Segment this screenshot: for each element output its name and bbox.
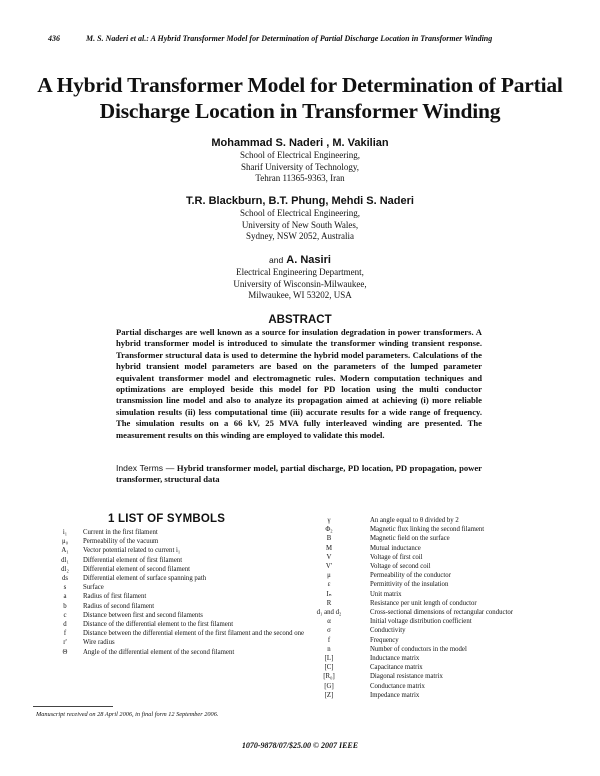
- symbol: i₁: [62, 529, 68, 536]
- symbol-row: [307, 626, 547, 635]
- symbol-description: Distance between the differential element of the first filament and the second one: [83, 630, 305, 638]
- symbol-row: [52, 528, 310, 537]
- symbol-row: [52, 620, 310, 629]
- symbol: b: [63, 602, 67, 610]
- symbol: dl₁: [61, 556, 69, 564]
- symbol-row: [307, 590, 547, 599]
- symbol-row: [307, 571, 547, 580]
- affiliation-line: Electrical Engineering Department,: [236, 267, 364, 277]
- symbol-row: [52, 565, 310, 574]
- symbol-description: Diagonal resistance matrix: [370, 673, 443, 681]
- symbol-row: [307, 636, 547, 645]
- symbol: s: [63, 584, 67, 592]
- abstract-heading: ABSTRACT: [268, 314, 332, 326]
- author-names: Mohammad S. Naderi , M. Vakilian: [211, 137, 389, 149]
- symbol-description: An angle equal to θ divided by 2: [370, 517, 459, 524]
- symbol-description: Radius of first filament: [83, 593, 147, 601]
- symbol-row: [52, 537, 310, 546]
- affiliation-line: Sharif University of Technology,: [240, 161, 360, 172]
- symbol-description: Surface: [83, 584, 104, 592]
- symbol-row: [307, 562, 547, 571]
- symbol: d₁ and d₂: [316, 609, 342, 617]
- abstract-text: Partial discharges are well known as a source for insulation degradation in power transformers. A hybrid transformer model is introduced to simulate the transformer winding transient response. Transformer structural data is used to determine the hybrid model parameters. Calculations of the hybrid transient model parameters are based on the parameters of the lumped parameter equivalent transformer model and electromagnetic rules. Modern computation techniques and optimizations are employed beside this model for PD location using the multi conductor transmission line model and also to analyze its propagation aimed at achieving (i) more reliable simulation results (ii) less computational time (iii) accurate results for a wide range of frequency. The simulation results on a 66 kV, 25 MVA fully interleaved winding are presented. The measurement results on this winding are employed to validate this model.: [116, 327, 482, 440]
- affiliation-line: School of Electrical Engineering,: [240, 208, 360, 218]
- symbol-row: [52, 648, 310, 657]
- symbol-description: Conductivity: [370, 627, 406, 635]
- symbol-row: [307, 525, 547, 534]
- symbol: [Z]: [324, 691, 334, 699]
- symbol-description: Distance between first and second filaments: [83, 611, 203, 619]
- affiliation-line: School of Electrical Engineering,: [240, 150, 360, 160]
- page-number: 436: [48, 34, 60, 43]
- affiliation-line: University of Wisconsin-Milwaukee,: [233, 278, 367, 289]
- symbol-row: [307, 599, 547, 608]
- symbol-row: [52, 574, 310, 583]
- symbol-description: Distance of the differential element to the first filament: [83, 621, 234, 629]
- paper-title: [0, 72, 600, 124]
- symbol: f: [327, 636, 331, 644]
- symbol-row: [307, 553, 547, 562]
- symbol-row: [52, 602, 310, 611]
- symbol-description: Differential element of first filament: [83, 556, 183, 564]
- symbol: dl₂: [61, 565, 69, 573]
- symbol-description: Permeability of the conductor: [370, 572, 451, 580]
- affiliation-line: Milwaukee, WI 53202, USA: [248, 290, 352, 300]
- symbol: [L]: [324, 655, 334, 663]
- and-word: and: [269, 255, 284, 265]
- symbol-list-right: [307, 516, 547, 700]
- symbol: a: [63, 593, 67, 601]
- symbol-description: Voltage of second coil: [370, 563, 431, 571]
- symbol-row: [307, 534, 547, 543]
- index-terms: [116, 463, 482, 486]
- affiliation-line: Sydney, NSW 2052, Australia: [246, 231, 354, 241]
- symbol-description: Conductance matrix: [370, 682, 425, 690]
- title-line-2: Discharge Location in Transformer Winding: [99, 99, 501, 123]
- symbol-description: Permeability of the vacuum: [83, 538, 159, 546]
- symbol: [C]: [324, 664, 334, 672]
- symbol-row: [307, 580, 547, 589]
- symbol: Φ₂: [325, 526, 333, 534]
- symbol: R: [326, 599, 332, 607]
- symbol-row: [307, 608, 547, 617]
- symbol: [R₀]: [323, 673, 335, 681]
- symbol-description: Magnetic field on the surface: [370, 535, 450, 543]
- symbol-description: Current in the first filament: [83, 529, 158, 536]
- symbol: V': [325, 563, 333, 571]
- symbol-description: Resistance per unit length of conductor: [370, 599, 477, 607]
- symbol-row: [52, 638, 310, 647]
- symbol: μ: [327, 572, 331, 580]
- symbol-row: [307, 516, 547, 525]
- symbol-row: [307, 672, 547, 681]
- symbol-row: [52, 546, 310, 555]
- symbol: M: [325, 544, 333, 552]
- symbol-description: Vector potential related to current i₁: [83, 547, 181, 555]
- author-names-line: [0, 253, 600, 267]
- symbol-description: Number of conductors in the model: [370, 645, 467, 653]
- symbol-description: Differential element of second filament: [83, 565, 191, 573]
- author-group-2: [0, 194, 600, 243]
- affiliation-line: Tehran 11365-9363, Iran: [255, 173, 345, 183]
- symbol-row: [52, 592, 310, 601]
- symbol: μ₀: [61, 538, 68, 546]
- symbol-description: Initial voltage distribution coefficient: [370, 618, 472, 626]
- symbol-description: Cross-sectional dimensions of rectangular conductor: [370, 609, 514, 617]
- symbol-description: Mutual inductance: [370, 544, 421, 552]
- symbol-row: [52, 583, 310, 592]
- symbol-row: [307, 663, 547, 672]
- title-line-1: A Hybrid Transformer Model for Determination of Partial: [37, 73, 563, 97]
- symbol: σ: [327, 627, 331, 635]
- symbol: d: [63, 621, 67, 629]
- affiliation-line: University of New South Wales,: [241, 219, 359, 230]
- symbol-row: [307, 617, 547, 626]
- author-names: A. Nasiri: [286, 254, 331, 266]
- symbol-description: Inductance matrix: [370, 655, 420, 663]
- symbol-description: Magnetic flux linking the second filament: [370, 526, 485, 534]
- copyright-footer: 1070-9878/07/$25.00 © 2007 IEEE: [241, 741, 359, 750]
- symbol: r': [63, 639, 67, 647]
- section-heading: 1 LIST OF SYMBOLS: [108, 513, 226, 525]
- author-names: T.R. Blackburn, B.T. Phung, Mehdi S. Naderi: [186, 195, 414, 207]
- footnote-rule: [33, 706, 113, 707]
- symbol: V: [326, 553, 332, 561]
- footnote: Manuscript received on 28 April 2006, in final form 12 September 2006.: [36, 711, 219, 718]
- symbol-description: Differential element of surface spanning path: [83, 575, 207, 583]
- symbol-description: Radius of second filament: [83, 602, 155, 610]
- symbol-row: [52, 629, 310, 638]
- symbol: n: [327, 645, 331, 653]
- symbol-description: Unit matrix: [370, 590, 402, 598]
- symbol: ε: [327, 581, 331, 589]
- symbol: Iₙ: [326, 590, 332, 598]
- symbol: [G]: [324, 682, 334, 690]
- running-title: M. S. Naderi et al.: A Hybrid Transformer Model for Determination of Partial Discharge Location in Transformer Winding: [86, 34, 493, 43]
- symbol-description: Angle of the differential element of the second filament: [83, 648, 235, 656]
- author-group-3: [0, 253, 600, 302]
- symbol: γ: [327, 517, 331, 524]
- symbol-description: Impedance matrix: [370, 691, 420, 699]
- symbol-list-left: [52, 528, 310, 657]
- index-terms-text: Hybrid transformer model, partial discharge, PD location, PD propagation, power transformer, structural data: [116, 463, 482, 485]
- symbol-description: Wire radius: [83, 639, 115, 647]
- symbol-row: [307, 654, 547, 663]
- symbol-row: [52, 611, 310, 620]
- symbol: Θ: [62, 648, 68, 656]
- index-terms-label: Index Terms —: [116, 463, 175, 473]
- symbol-row: [307, 544, 547, 553]
- symbol: f: [63, 630, 67, 638]
- symbol-description: Permittivity of the insulation: [370, 581, 449, 589]
- symbol: B: [326, 535, 332, 543]
- symbol-description: Frequency: [370, 636, 399, 644]
- symbol-description: Voltage of first coil: [370, 553, 423, 561]
- symbol-description: Capacitance matrix: [370, 664, 423, 672]
- symbol: ds: [61, 575, 69, 583]
- symbol-row: [307, 682, 547, 691]
- symbol: α: [327, 618, 331, 626]
- symbol: A₁: [61, 547, 69, 555]
- symbol-row: [52, 556, 310, 565]
- symbol: c: [63, 611, 67, 619]
- symbol-row: [307, 645, 547, 654]
- author-group-1: [0, 136, 600, 185]
- symbol-row: [307, 691, 547, 700]
